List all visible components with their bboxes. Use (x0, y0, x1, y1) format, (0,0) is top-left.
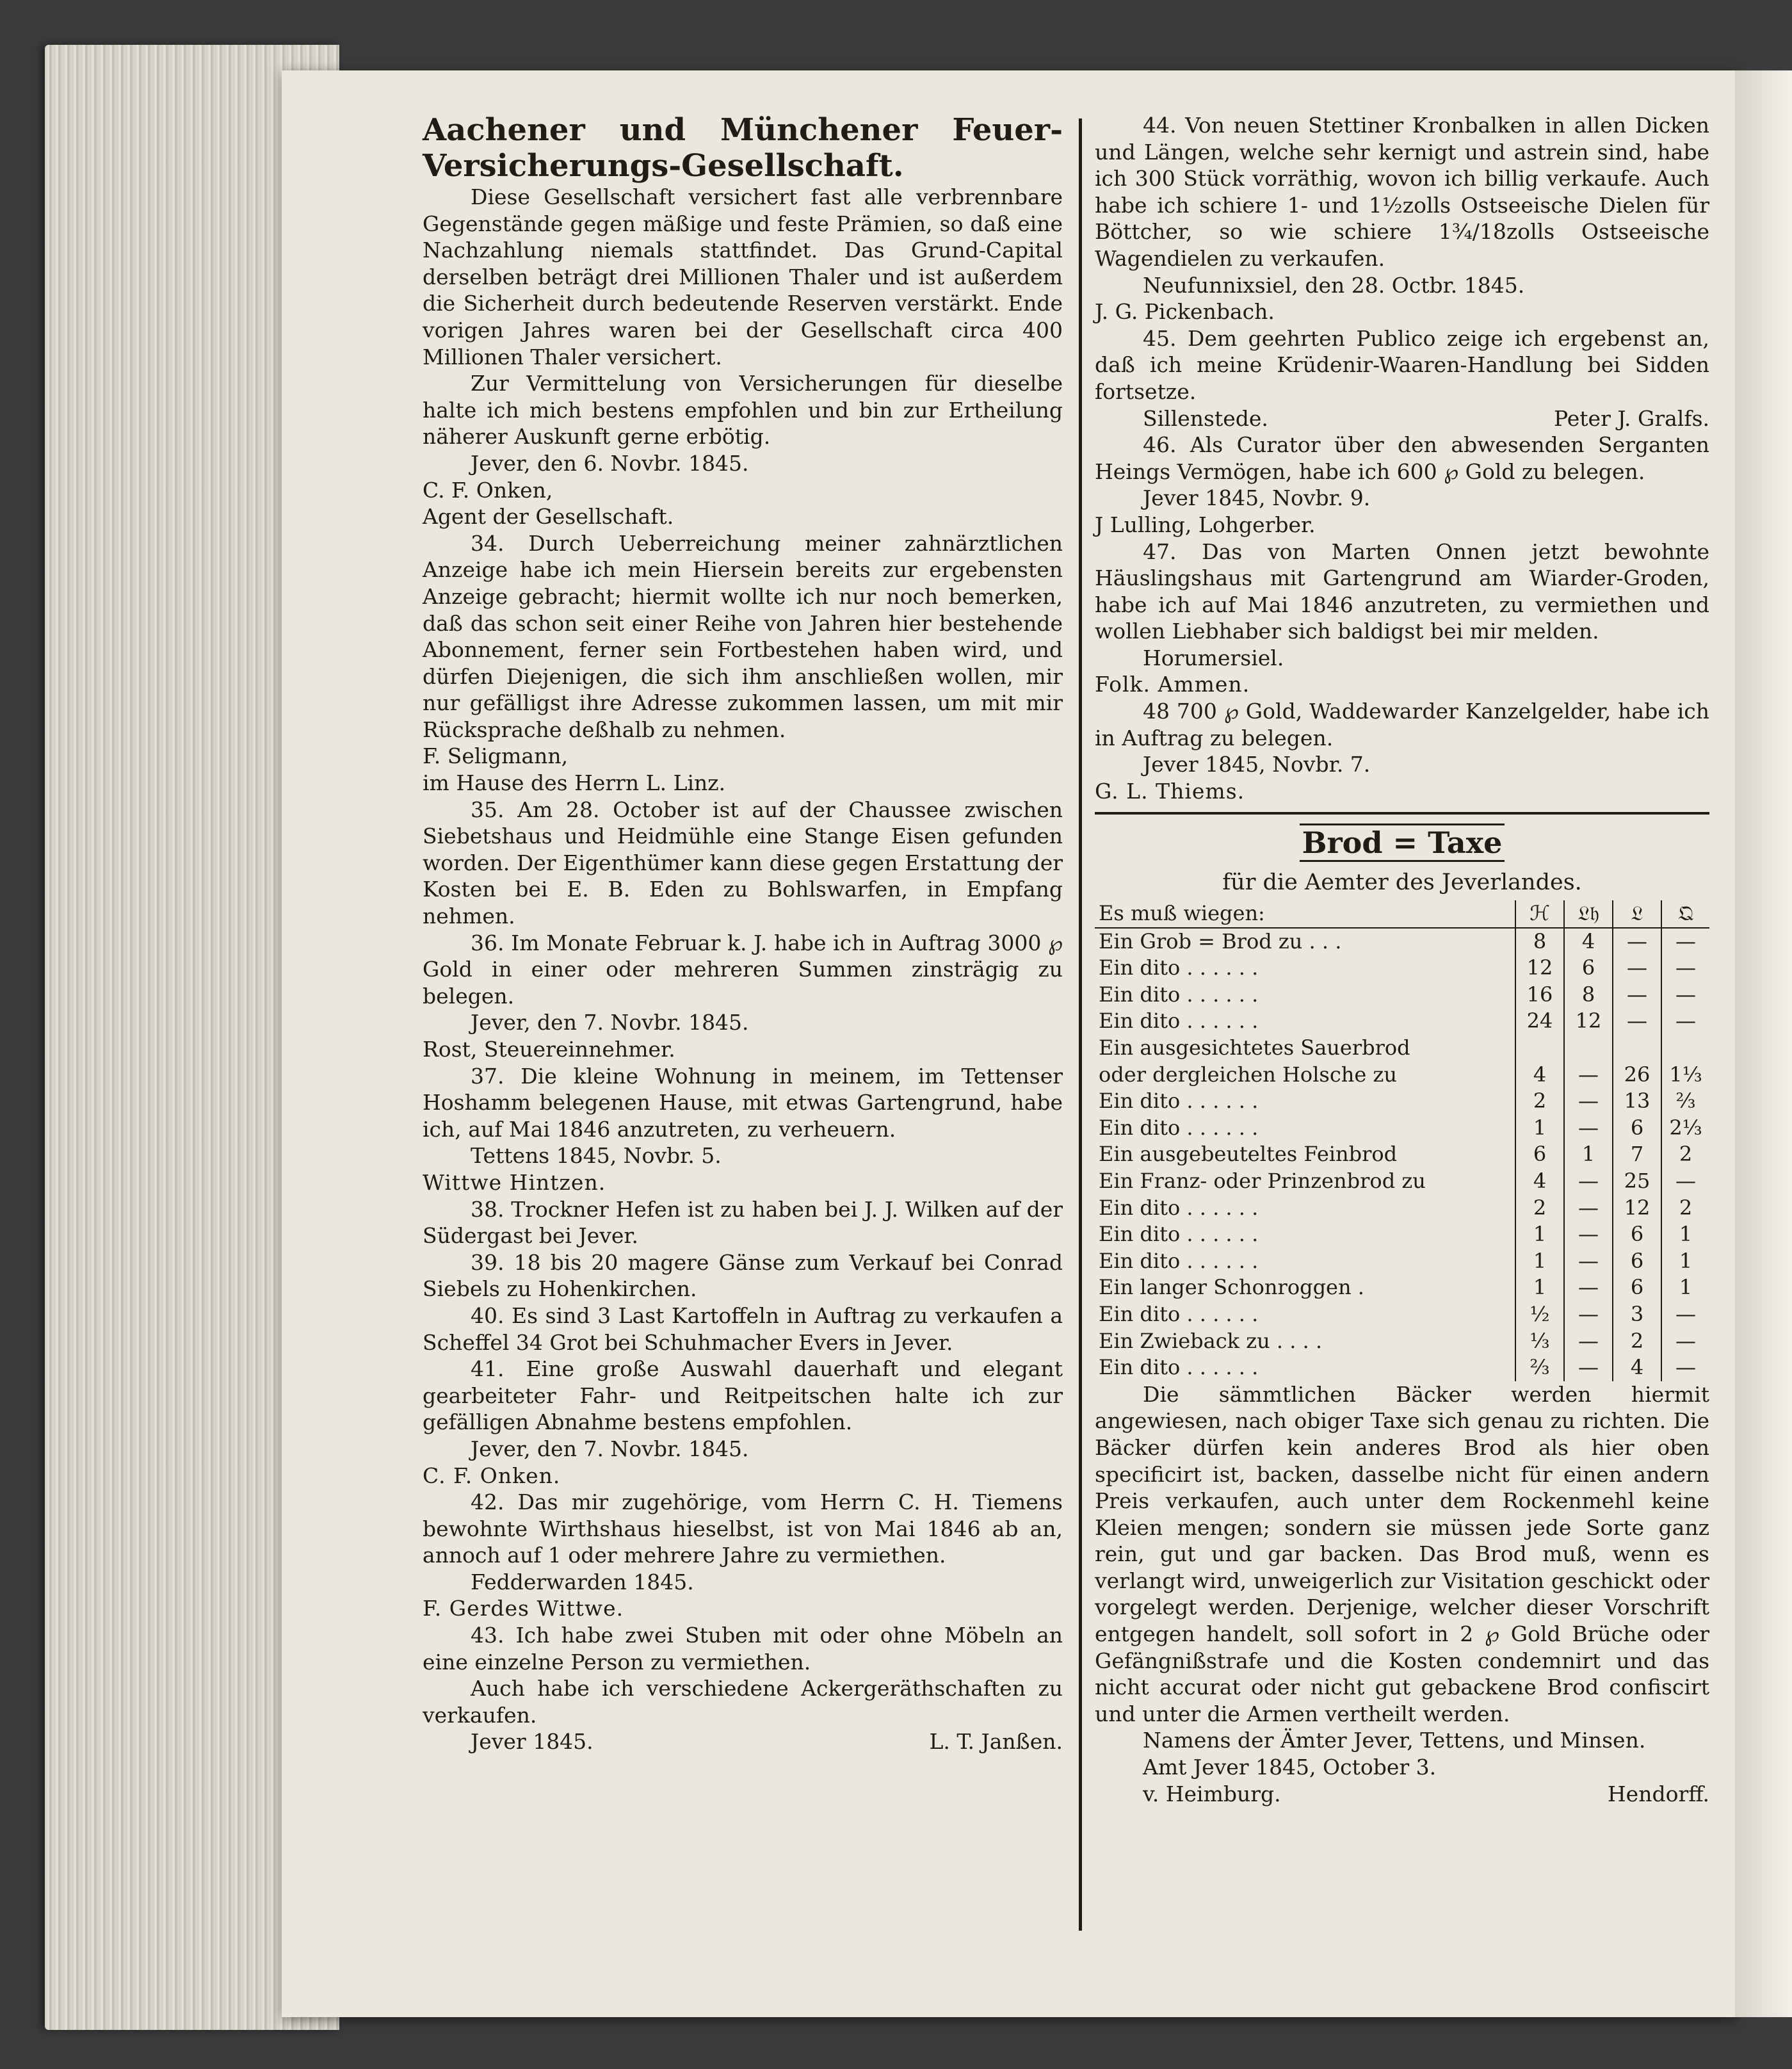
table-header-loth: 𝔏 (1613, 900, 1661, 928)
table-cell-value: 13 (1613, 1088, 1661, 1115)
table-cell-value: 6 (1613, 1221, 1661, 1248)
table-row (1095, 1274, 1709, 1301)
table-row (1095, 982, 1709, 1009)
table-cell-value: — (1661, 1301, 1709, 1328)
table-row (1095, 928, 1709, 955)
ad-46: 46. Als Curator über den abwesenden Serganten Heings Vermögen, habe ich 600 ℘ Gold zu belegen. (1095, 432, 1709, 484)
ad-46-date: Jever 1845, Novbr. 9. (1143, 485, 1371, 511)
ad-40: 40. Es sind 3 Last Kartoffeln in Auftrag zu verkaufen a Scheffel 34 Grot bei Schuhmacher Evers in Jever. (423, 1302, 1063, 1355)
table-row (1095, 1062, 1709, 1089)
table-header-row (1095, 900, 1709, 928)
table-cell-value: 4 (1564, 928, 1613, 955)
table-cell-item: Ein langer Schonroggen . (1099, 1275, 1364, 1300)
section-rule (1095, 812, 1709, 815)
facing-page-edge (1735, 70, 1792, 2017)
page-content (410, 112, 1722, 1937)
ad-41-signature: C. F. Onken. (423, 1463, 561, 1488)
brod-taxe-title: Brod = Taxe (1300, 824, 1505, 862)
ad-44-date: Neufunnixsiel, den 28. Octbr. 1845. (1143, 272, 1525, 298)
ad-46-signature: J Lulling, Lohgerber. (1095, 512, 1316, 537)
insurance-title: Aachener und Münchener Feuer-Versicherungs-Gesellschaft. (423, 112, 1063, 184)
table-cell-value: 12 (1515, 955, 1564, 982)
ad-43-signature: L. T. Janßen. (929, 1729, 1063, 1755)
table-cell-value: 1⅓ (1661, 1062, 1709, 1089)
table-cell-value: 8 (1564, 982, 1613, 1009)
brod-taxe-table (1095, 900, 1709, 1381)
insurance-date: Jever, den 6. Novbr. 1845. (471, 450, 749, 476)
column-divider (1079, 118, 1082, 1931)
table-cell-value: ⅓ (1515, 1328, 1564, 1355)
table-header-pound: ℋ (1515, 900, 1564, 928)
ad-36-signature: Rost, Steuereinnehmer. (423, 1037, 675, 1062)
table-cell-item: oder dergleichen Holsche zu (1099, 1062, 1397, 1087)
table-cell-value: — (1564, 1168, 1613, 1195)
table-cell-value: 1 (1661, 1248, 1709, 1275)
table-cell-value: ½ (1515, 1301, 1564, 1328)
ad-34-signature-address: im Hause des Herrn L. Linz. (423, 770, 726, 796)
table-cell-value: — (1564, 1195, 1613, 1222)
table-cell-value: — (1613, 982, 1661, 1009)
ad-47-place: Horumersiel. (1143, 645, 1284, 670)
ad-47-signature: Folk. Ammen. (1095, 672, 1250, 697)
table-cell-value: 2⅓ (1661, 1115, 1709, 1142)
ad-44-signature: J. G. Pickenbach. (1095, 299, 1275, 325)
insurance-signature: C. F. Onken, (423, 477, 553, 503)
table-cell-value: — (1564, 1301, 1613, 1328)
ad-45-footer (1095, 405, 1709, 432)
table-cell-value (1515, 1035, 1564, 1062)
table-cell-value: — (1564, 1062, 1613, 1089)
table-cell-value: — (1661, 1168, 1709, 1195)
table-cell-value: 4 (1515, 1168, 1564, 1195)
table-cell-item: Ein dito . . . . . . (1099, 1248, 1259, 1273)
table-cell-value (1661, 1035, 1709, 1062)
table-row (1095, 1301, 1709, 1328)
ad-37-signature: Wittwe Hintzen. (423, 1169, 606, 1195)
table-cell-item: Ein ausgesichtetes Sauerbrod (1099, 1035, 1410, 1060)
ad-44: 44. Von neuen Stettiner Kronbalken in allen Dicken und Längen, welche sehr kernigt und astrein sind, habe ich 300 Stück vorräthig, wovon ich billig verkaufe. Auch habe ich schiere 1- und 1½zolls Ostseeische Dielen für Böttcher, so wie schiere 1¾/18zolls Ostseeische Wagendielen zu verkaufen. (1095, 113, 1709, 271)
table-cell-value: 7 (1613, 1141, 1661, 1168)
table-cell-value: 4 (1515, 1062, 1564, 1089)
table-cell-value: 2 (1661, 1195, 1709, 1222)
table-cell-value (1613, 1035, 1661, 1062)
table-cell-item: Ein dito . . . . . . (1099, 1195, 1259, 1220)
table-cell-value: 1 (1515, 1274, 1564, 1301)
table-cell-value: 2 (1613, 1328, 1661, 1355)
ad-43-date: Jever 1845. (471, 1729, 593, 1755)
table-cell-value: — (1564, 1328, 1613, 1355)
ad-34-signature: F. Seligmann, (423, 743, 569, 769)
ad-43-footer (423, 1728, 1063, 1755)
brod-taxe-subtitle: für die Aemter des Jeverlandes. (1222, 870, 1582, 896)
ad-41-date: Jever, den 7. Novbr. 1845. (471, 1436, 749, 1461)
table-cell-value: — (1564, 1248, 1613, 1275)
table-cell-value: 26 (1613, 1062, 1661, 1089)
table-cell-value: — (1564, 1115, 1613, 1142)
table-cell-value: 2 (1515, 1088, 1564, 1115)
table-cell-value: 6 (1515, 1141, 1564, 1168)
table-cell-item: Ein dito . . . . . . (1099, 1222, 1259, 1247)
insurance-signature-title: Agent der Gesellschaft. (423, 504, 674, 530)
table-cell-item: Ein dito . . . . . . (1099, 1115, 1259, 1140)
table-row (1095, 955, 1709, 982)
table-cell-value: 1 (1515, 1221, 1564, 1248)
brod-taxe-signatures (1095, 1781, 1709, 1808)
table-cell-value: — (1661, 928, 1709, 955)
table-cell-item: Ein Franz- oder Prinzenbrod zu (1099, 1168, 1426, 1193)
table-cell-value: — (1564, 1354, 1613, 1381)
table-cell-value: 2 (1515, 1195, 1564, 1222)
ad-42-date: Fedderwarden 1845. (471, 1569, 694, 1594)
insurance-text: Diese Gesellschaft versichert fast alle verbrennbare Gegenstände gegen mäßige und feste Prämien, so daß eine Nachzahlung niemals stattfindet. Das Grund-Capital derselben beträgt drei Millionen Thaler und ist außerdem die Sicherheit durch bedeutende Reserven verstärkt. Ende vorigen Jahres waren bei der Gesellschaft circa 400 Millionen Thaler versichert. (423, 184, 1063, 369)
ad-47: 47. Das von Marten Onnen jetzt bewohnte Häuslingshaus mit Gartengrund am Wiarder-Groden, habe ich auf Mai 1846 anzutreten, zu vermiethen und wollen Liebhaber sich baldigst bei mir melden. (1095, 539, 1709, 644)
table-row (1095, 1141, 1709, 1168)
table-cell-value: — (1564, 1088, 1613, 1115)
table-cell-value: — (1661, 1328, 1709, 1355)
table-cell-value: — (1613, 1008, 1661, 1035)
ad-45-signature: Peter J. Gralfs. (1554, 405, 1709, 431)
table-row (1095, 1248, 1709, 1275)
table-cell-value: 2 (1661, 1141, 1709, 1168)
table-cell-value: — (1661, 982, 1709, 1009)
table-cell-value: — (1613, 955, 1661, 982)
ad-38: 38. Trockner Hefen ist zu haben bei J. J. Wilken auf der Südergast bei Jever. (423, 1196, 1063, 1249)
table-row (1095, 1195, 1709, 1222)
table-cell-value: 1 (1515, 1115, 1564, 1142)
table-row (1095, 1035, 1709, 1062)
table-cell-value: 6 (1613, 1115, 1661, 1142)
table-cell-value: 3 (1613, 1301, 1661, 1328)
brod-taxe-names: Namens der Ämter Jever, Tettens, und Minsen. (1143, 1728, 1646, 1753)
table-header-label: Es muß wiegen: (1095, 900, 1515, 928)
table-cell-value: — (1661, 1354, 1709, 1381)
table-header-half-pound: 𝔏𝔥 (1564, 900, 1613, 928)
ad-35: 35. Am 28. October ist auf der Chaussee zwischen Siebetshaus und Heidmühle eine Stange Eisen gefunden worden. Der Eigenthümer kann diese gegen Erstattung der Kosten bei E. B. Eden zu Bohlswarfen, in Empfang nehmen. (423, 797, 1063, 929)
table-row (1095, 1221, 1709, 1248)
table-cell-value: — (1661, 955, 1709, 982)
ad-48-signature: G. L. Thiems. (1095, 778, 1245, 804)
table-cell-value (1564, 1035, 1613, 1062)
table-cell-value: 1 (1515, 1248, 1564, 1275)
table-cell-value: — (1661, 1008, 1709, 1035)
table-cell-value: ⅔ (1661, 1088, 1709, 1115)
ad-45: 45. Dem geehrten Publico zeige ich ergebenst an, daß ich meine Krüdenir-Waaren-Handlung bei Sidden fortsetze. (1095, 325, 1709, 404)
table-cell-value: 1 (1661, 1274, 1709, 1301)
ad-39: 39. 18 bis 20 magere Gänse zum Verkauf bei Conrad Siebels zu Hohenkirchen. (423, 1249, 1063, 1302)
table-cell-item: Ein Grob = Brod zu . . . (1099, 929, 1342, 953)
table-row (1095, 1088, 1709, 1115)
table-cell-value: 25 (1613, 1168, 1661, 1195)
insurance-text-2: Zur Vermittelung von Versicherungen für dieselbe halte ich mich bestens empfohlen und bin zur Ertheilung näherer Auskunft gerne erbötig. (423, 371, 1063, 450)
table-cell-item: Ein dito . . . . . . (1099, 1009, 1259, 1034)
brod-taxe-signature-2: Hendorff. (1607, 1781, 1709, 1806)
table-header-quentin: 𝔔 (1661, 900, 1709, 928)
table-row (1095, 1328, 1709, 1355)
table-cell-item: Ein dito . . . . . . (1099, 955, 1259, 980)
ad-41: 41. Eine große Auswahl dauerhaft und elegant gearbeiteter Fahr- und Reitpeitschen halte ich zur gefälligen Abnahme bestens empfohlen. (423, 1356, 1063, 1435)
ad-36-date: Jever, den 7. Novbr. 1845. (471, 1010, 749, 1035)
ad-42: 42. Das mir zugehörige, vom Herrn C. H. Tiemens bewohnte Wirthshaus hieselbst, ist von Mai 1846 ab an, annoch auf 1 oder mehrere Jahre zu vermiethen. (423, 1489, 1063, 1568)
table-cell-item: Ein dito . . . . . . (1099, 1089, 1259, 1114)
table-cell-item: Ein dito . . . . . . (1099, 1355, 1259, 1380)
ad-37-date: Tettens 1845, Novbr. 5. (471, 1143, 722, 1169)
table-row (1095, 1354, 1709, 1381)
table-row (1095, 1168, 1709, 1195)
table-cell-value: 12 (1613, 1195, 1661, 1222)
table-cell-value: ⅔ (1515, 1354, 1564, 1381)
table-row (1095, 1008, 1709, 1035)
brod-taxe-date: Amt Jever 1845, October 3. (1143, 1755, 1437, 1780)
table-cell-item: Ein Zwieback zu . . . . (1099, 1328, 1323, 1353)
table-cell-item: Ein dito . . . . . . (1099, 1301, 1259, 1326)
ad-42-signature: F. Gerdes Wittwe. (423, 1596, 624, 1621)
table-cell-value: — (1613, 928, 1661, 955)
table-cell-value: 1 (1661, 1221, 1709, 1248)
table-cell-value: 6 (1613, 1248, 1661, 1275)
ad-37: 37. Die kleine Wohnung in meinem, im Tettenser Hoshamm belegenen Hause, mit etwas Gartengrund, habe ich, auf Mai 1846 anzutreten, zu verheuern. (423, 1063, 1063, 1142)
table-cell-value: — (1564, 1221, 1613, 1248)
ad-36: 36. Im Monate Februar k. J. habe ich in Auftrag 3000 ℘ Gold in einer oder mehreren Summen zinsträgig zu belegen. (423, 930, 1063, 1009)
ad-34: 34. Durch Ueberreichung meiner zahnärztlichen Anzeige habe ich mein Hiersein bereits zur ergebensten Anzeige gebracht; hiermit wollte ich nur noch bemerken, daß das schon seit einer Reihe von Jahren hier bestehende Abonnement, ferner sein Fortbestehen haben wird, und dürfen Diejenigen, die sich ihm anschließen wollen, mir nur gefälligst ihre Adresse zukommen lassen, um mit mir Rücksprache deßhalb zu nehmen. (423, 530, 1063, 742)
table-cell-value: 8 (1515, 928, 1564, 955)
table-cell-item: Ein dito . . . . . . (1099, 982, 1259, 1007)
table-cell-value: 6 (1564, 955, 1613, 982)
ad-43-part-2: Auch habe ich verschiedene Ackergeräthschaften zu verkaufen. (423, 1676, 1063, 1728)
right-column (1095, 112, 1709, 1937)
table-cell-item: Ein ausgebeuteltes Feinbrod (1099, 1142, 1398, 1167)
table-cell-value: 24 (1515, 1008, 1564, 1035)
ad-43: 43. Ich habe zwei Stuben mit oder ohne Möbeln an eine einzelne Person zu vermiethen. (423, 1623, 1063, 1675)
ad-48: 48 700 ℘ Gold, Waddewarder Kanzelgelder, habe ich in Auftrag zu belegen. (1095, 699, 1709, 751)
table-row (1095, 1115, 1709, 1142)
table-cell-value: 1 (1564, 1141, 1613, 1168)
brod-taxe-regulation: Die sämmtlichen Bäcker werden hiermit angewiesen, nach obiger Taxe sich genau zu richten. Die Bäcker dürfen kein anderes Brod als hier oben specificirt ist, backen, dasselbe nicht für einen andern Preis verkaufen, auch unter dem Rockenmehl keine Kleien mengen; sondern sie müssen jede Sorte ganz rein, gut und gar backen. Das Brod muß, wenn es verlangt wird, unweigerlich zur Visitation geschickt oder vorgelegt werden. Derjenige, welcher dieser Vorschrift entgegen handelt, soll sofort in 2 ℘ Gold Brüche oder Gefängnißstrafe und die Kosten condemnirt und das nicht accurat oder nicht gut gebackene Brod confiscirt und unter die Armen vertheilt werden. (1095, 1381, 1709, 1726)
table-cell-value: — (1564, 1274, 1613, 1301)
table-cell-value: 12 (1564, 1008, 1613, 1035)
left-column (423, 112, 1063, 1937)
ad-45-place: Sillenstede. (1143, 405, 1268, 431)
table-cell-value: 4 (1613, 1354, 1661, 1381)
table-cell-value: 6 (1613, 1274, 1661, 1301)
ad-48-date: Jever 1845, Novbr. 7. (1143, 752, 1371, 777)
table-cell-value: 16 (1515, 982, 1564, 1009)
brod-taxe-signature-1: v. Heimburg. (1143, 1781, 1281, 1806)
